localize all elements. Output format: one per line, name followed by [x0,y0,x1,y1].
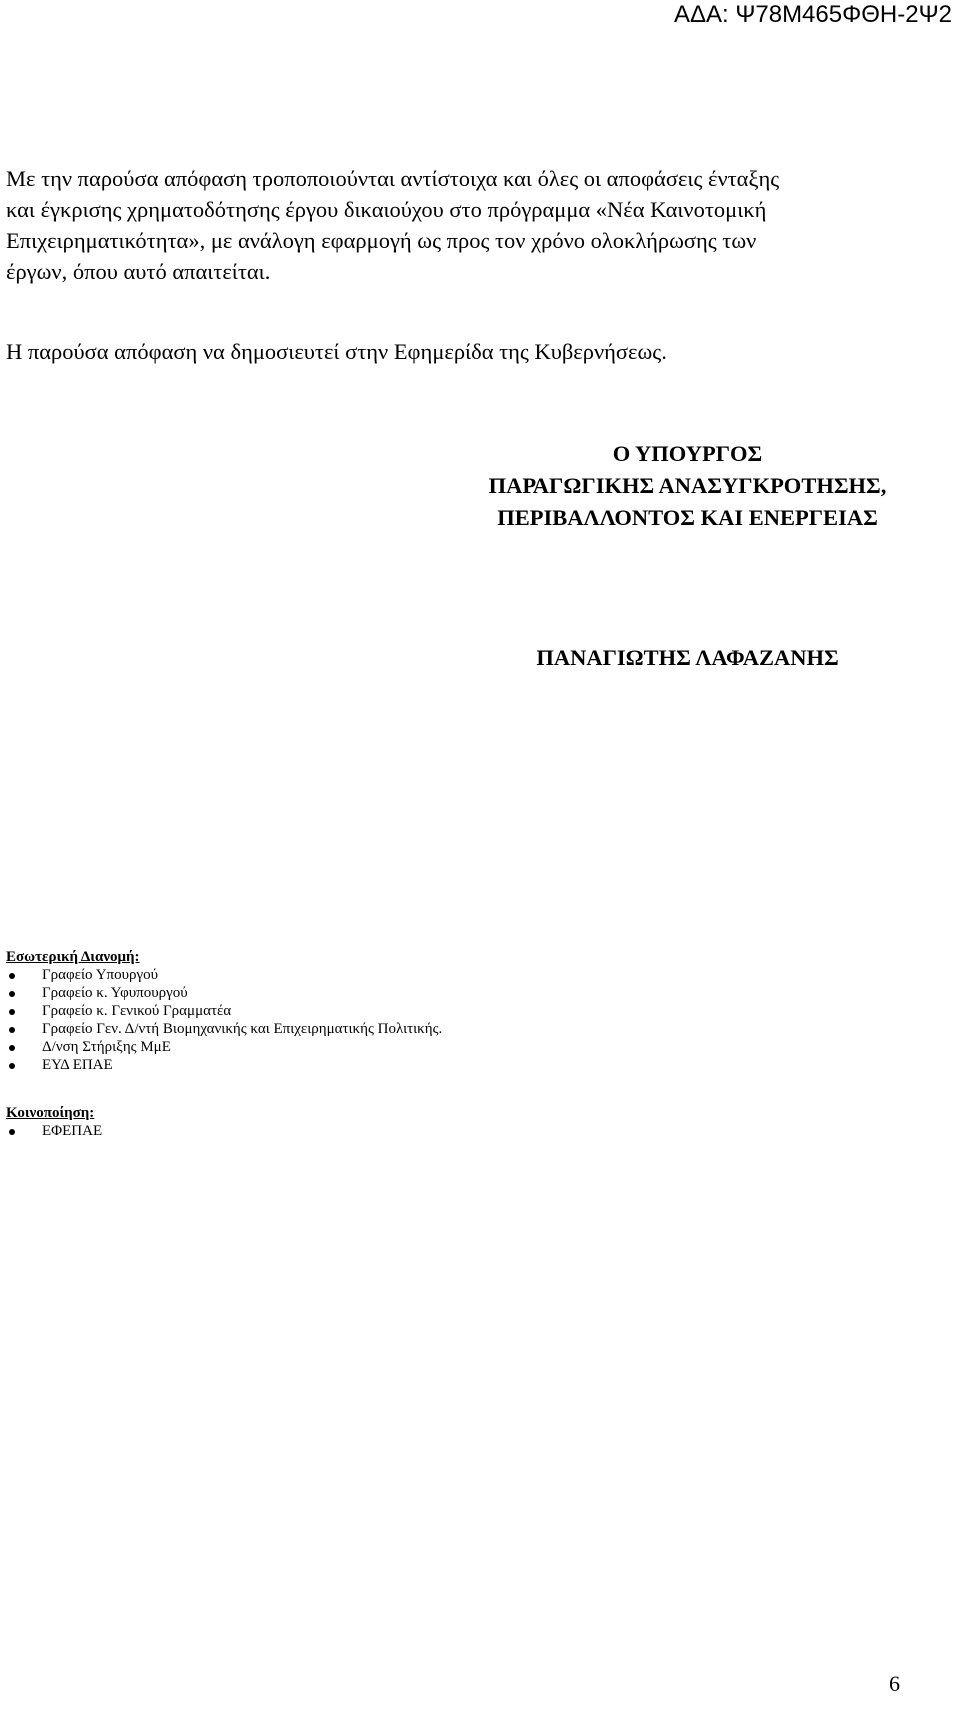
internal-distribution-list [6,966,486,1074]
paragraph-line: και έγκρισης χρηματοδότησης έργου δικαιούχου στο πρόγραμμα «Νέα Καινοτομική [6,197,767,222]
signatory-title-line: Ο ΥΠΟΥΡΓΟΣ [612,441,763,466]
signatory-name: ΠΑΝΑΓΙΩΤΗΣ ΛΑΦΑΖΑΝΗΣ [536,645,839,670]
cc-heading: Κοινοποίηση: [6,1105,95,1121]
signatory-title-line: ΠΑΡΑΓΩΓΙΚΗΣ ΑΝΑΣΥΓΚΡΟΤΗΣΗΣ, [488,473,887,498]
ada-identifier: ΑΔΑ: Ψ78Μ465ΦΘΗ-2Ψ2 [673,1,952,28]
signatory-title [455,438,920,534]
list-item-text: Γραφείο κ. Γενικού Γραμματέα [42,1003,232,1019]
list-item [6,966,486,984]
list-item [6,1056,486,1074]
paragraph-line: έργων, όπου αυτό απαιτείται. [6,259,271,284]
paragraph-line: Επιχειρηματικότητα», με ανάλογη εφαρμογή ως προς τον χρόνο ολοκλήρωσης των [6,228,757,253]
list-item-text: ΕΥΔ ΕΠΑΕ [42,1057,113,1073]
list-item [6,984,486,1002]
bullet-icon [9,1009,15,1015]
bullet-icon [9,991,15,997]
internal-distribution-heading: Εσωτερική Διανομή: [6,949,140,965]
bullet-icon [9,1045,15,1051]
list-item-text: Γραφείο Υπουργού [42,967,159,983]
publication-paragraph: Η παρούσα απόφαση να δημοσιευτεί στην Εφημερίδα της Κυβερνήσεως. [6,339,667,364]
list-item-text: Δ/νση Στήριξης ΜμΕ [42,1039,171,1055]
list-item [6,1002,486,1020]
signatory-title-line: ΠΕΡΙΒΑΛΛΟΝΤΟΣ ΚΑΙ ΕΝΕΡΓΕΙΑΣ [497,505,878,530]
list-item [6,1020,462,1038]
list-item-text: ΕΦΕΠΑΕ [42,1123,103,1139]
list-item-text: Γραφείο κ. Υφυπουργού [42,985,188,1001]
paragraph-line: Με την παρούσα απόφαση τροποποιούνται αντίστοιχα και όλες οι αποφάσεις ένταξης [6,166,780,191]
bullet-icon [9,1063,15,1069]
internal-distribution [6,948,486,1074]
bullet-icon [9,1027,15,1033]
cc-list [6,1122,486,1140]
bullet-icon [9,973,15,979]
list-item-text: Γραφείο Γεν. Δ/ντή Βιομηχανικής και Επιχειρηματικής Πολιτικής. [42,1021,443,1037]
bullet-icon [9,1129,15,1135]
amendment-paragraph [6,163,906,287]
page-number: 6 [889,1671,900,1696]
cc-distribution [6,1104,486,1140]
list-item [6,1122,486,1140]
list-item [6,1038,486,1056]
